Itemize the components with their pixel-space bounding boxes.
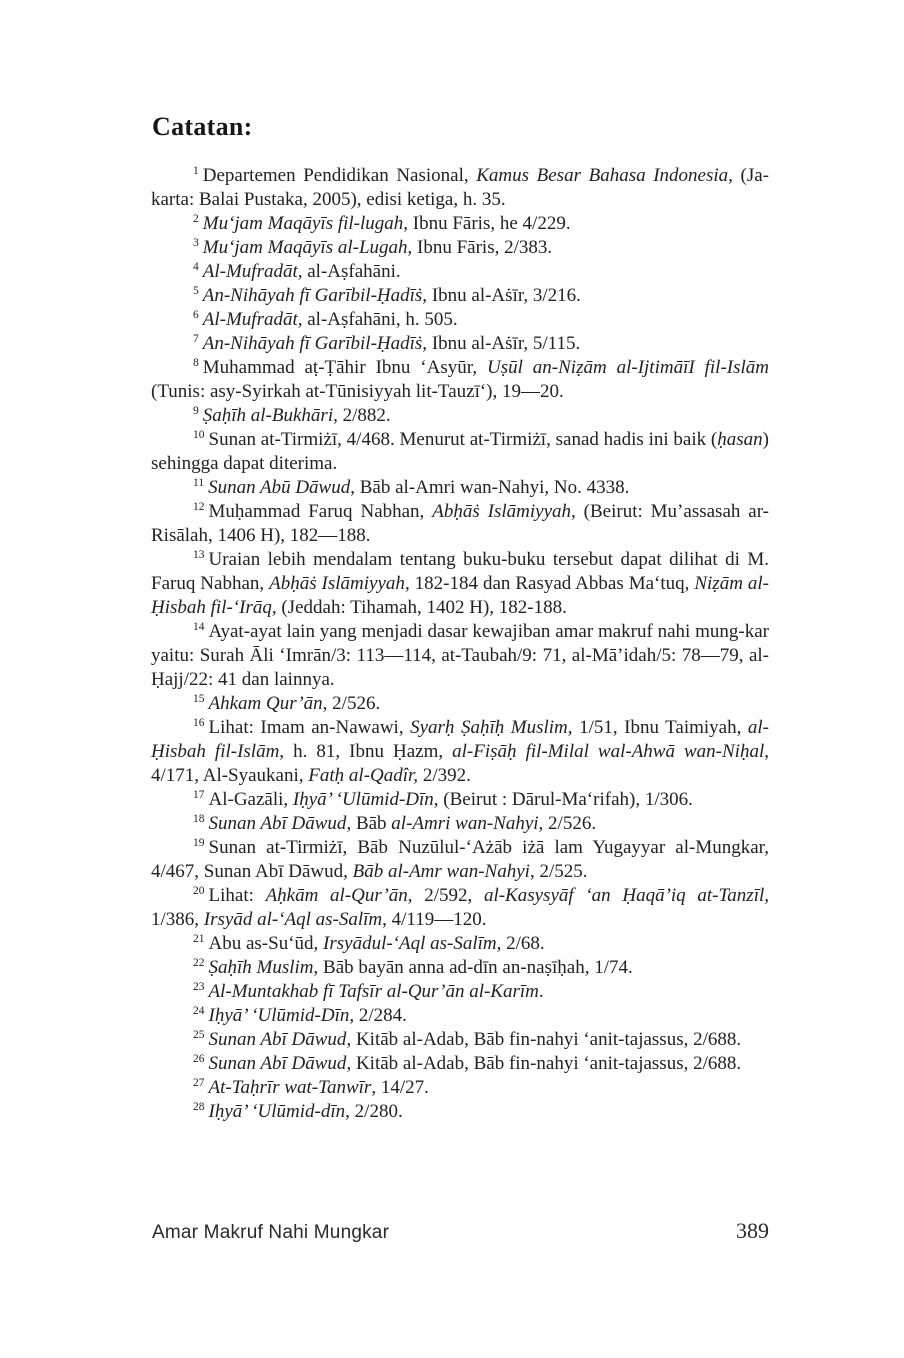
footnote-12	[151, 500, 769, 548]
footnote-number: 3	[193, 237, 199, 249]
footnote-text: , Kitāb al-Adab, Bāb fin-nahyi ‘anit-tajassus, 2/688.	[346, 1053, 742, 1074]
footnote-text: Uraian lebih mendalam tentang buku-buku tersebut dapat dilihat di M. Faruq Nabhan,	[151, 549, 769, 594]
footnote-text: 1/386,	[151, 909, 204, 930]
footnote-text: , 2/526.	[538, 813, 597, 834]
footnote-text: , 2/882.	[333, 405, 391, 426]
running-footer-title: Amar Makruf Nahi Mungkar	[152, 1222, 390, 1243]
footnote-text: , 4/119—120.	[382, 909, 487, 930]
footnote-number: 11	[193, 477, 205, 489]
footnote-text: .	[538, 981, 544, 1002]
footnote-text: Al-Gazāli,	[208, 789, 293, 810]
footnote-15	[151, 692, 769, 716]
footnote-text: Abu as-Su‘ūd,	[208, 933, 324, 954]
footnote-text: , 14/27.	[371, 1077, 429, 1098]
footnote-text: , (Beirut: Mu’assasah ar-Risālah, 1406 H), 182—188.	[151, 501, 769, 546]
footnote-number: 24	[193, 1005, 205, 1017]
footnote-number: 21	[193, 933, 205, 945]
footnote-title-italic: Sunan Abī Dāwud	[208, 813, 347, 834]
footnote-text: , al-Aṣfahāni.	[297, 261, 401, 282]
footnote-text: , Bāb al-Amri wan-Nahyi, No. 4338.	[350, 477, 630, 498]
footnote-number: 14	[193, 621, 205, 633]
footnote-28	[151, 1100, 769, 1124]
footnote-14	[151, 620, 769, 692]
footnote-text: , al-Aṣfahāni, h. 505.	[297, 309, 458, 330]
footnote-19	[151, 836, 769, 884]
footnote-3	[151, 236, 769, 260]
footnote-title-italic: An-Nihāyah fī Garībil-Ḥadīṡ,	[202, 285, 428, 306]
footnote-16	[151, 716, 769, 788]
footnote-title-italic: Abḥāṡ Islāmiyyah	[269, 573, 405, 594]
footnote-number: 23	[193, 981, 205, 993]
footnote-title-italic: Sunan Abī Dāwud	[208, 1029, 347, 1050]
footnote-title-italic: Mu‘jam Maqāyīs al-Lugah	[202, 237, 408, 258]
footnote-text: (Ja-karta: Balai Pustaka, 2005), edisi ketiga, h. 35.	[151, 165, 769, 210]
footnote-title-italic: al-Amri wan-Nahyi	[391, 813, 539, 834]
footnote-text: 1/51, Ibnu Taimiyah,	[579, 717, 748, 738]
footnote-13	[151, 548, 769, 620]
footnote-title-italic: Iḥyā’ ‘Ulūmid-dīn	[208, 1101, 346, 1122]
footnote-number: 19	[193, 837, 205, 849]
footnote-title-italic: al-Fiṣāḥ fil-Milal wal-Ahwā wan-Niḥal	[452, 741, 765, 762]
page-number: 389	[736, 1218, 769, 1243]
footnote-title-italic: Sunan Abū Dāwud	[208, 477, 351, 498]
footnote-text: , Bāb	[346, 813, 392, 834]
footnote-number: 6	[193, 309, 199, 321]
footnote-1	[151, 164, 769, 212]
footnote-11	[151, 476, 769, 500]
footnote-number: 16	[193, 717, 205, 729]
footnote-21	[151, 932, 769, 956]
footnote-text: (Jeddah: Tihamah, 1402 H), 182-188.	[281, 597, 567, 618]
footnote-title-italic: al-Kasysyāf ‘an Ḥaqā’iq at-Tanzīl,	[483, 885, 769, 906]
footnote-title-italic: An-Nihāyah fī Garībil-Ḥadīṡ,	[202, 333, 428, 354]
footnote-text: , Bāb bayān anna ad-dīn an-naṣīḥah, 1/74.	[313, 957, 633, 978]
footnote-title-italic: Uṣūl an-Niẓām al-IjtimāīI fil-Islām	[486, 357, 769, 378]
footnote-title-italic: Sunan Abī Dāwud	[208, 1053, 347, 1074]
footnote-number: 18	[193, 813, 205, 825]
footnote-8	[151, 356, 769, 404]
footnote-text: Sunan at-Tirmiżī, Bāb Nuzūlul-‘Ażāb iżā lam Yugayyar al-Mungkar, 4/467, Sunan Abī Dāwud,	[151, 837, 769, 882]
footnote-title-italic: Syarḥ Ṣaḥīḥ Muslim,	[410, 717, 580, 738]
footnote-title-italic: At-Taḥrīr wat-Tanwīr	[208, 1077, 372, 1098]
footnote-text: 2/68.	[506, 933, 545, 954]
footnote-text: Departemen Pendidikan Nasional,	[202, 165, 477, 186]
footnote-text: , 2/525.	[529, 861, 588, 882]
footnote-text: , (Beirut : Dārul-Ma‘rifah), 1/306.	[433, 789, 693, 810]
footnote-title-italic: Al-Mufradāt	[202, 261, 298, 282]
footnote-title-italic: Aḥkām al-Qur’ān	[265, 885, 408, 906]
footnote-number: 20	[193, 885, 205, 897]
footnote-title-italic: Bāb al-Amr wan-Nahyi	[352, 861, 530, 882]
footnote-title-italic: Al-Mufradāt	[202, 309, 298, 330]
footnote-7	[151, 332, 769, 356]
footnote-text: , 2/592,	[407, 885, 484, 906]
footnote-text: , 4/171, Al-Syaukani,	[151, 741, 769, 786]
footnote-number: 26	[193, 1053, 205, 1065]
footnote-title-italic: Mu‘jam Maqāyīs fil-lugah	[202, 213, 404, 234]
footnote-9	[151, 404, 769, 428]
footnote-5	[151, 284, 769, 308]
footnote-18	[151, 812, 769, 836]
footnote-27	[151, 1076, 769, 1100]
footnote-number: 22	[193, 957, 205, 969]
footnote-23	[151, 980, 769, 1004]
footnote-text: Ayat-ayat lain yang menjadi dasar kewajiban amar makruf nahi mung-kar yaitu: Surah Āli ‘Imrān/3: 113—114, at-Taubah/9: 71, al-Mā’idah/5: 78—79, al-Ḥajj/22: 41 dan lainnya.	[151, 621, 769, 690]
footnote-number: 27	[193, 1077, 205, 1089]
footnote-text: , Ibnu Fāris, 2/383.	[407, 237, 553, 258]
endnotes-list	[151, 164, 769, 1124]
footnote-title-italic: Irsyād al-‘Aql as-Salīm	[203, 909, 383, 930]
footnote-title-italic: Ṣaḥīh Muslim	[208, 957, 314, 978]
footnote-text: , 2/284.	[349, 1005, 407, 1026]
footnote-17	[151, 788, 769, 812]
footnote-number: 2	[193, 213, 199, 225]
footnote-text: Ibnu al-Aṡīr, 3/216.	[427, 285, 581, 306]
footnote-24	[151, 1004, 769, 1028]
footnote-26	[151, 1052, 769, 1076]
footnote-title-italic: Niẓām al-Ḥisbah fil-‘Irāq,	[151, 573, 769, 618]
footnote-title-italic: Al-Muntakhab fī Tafsīr al-Qur’ān al-Karīm	[208, 981, 539, 1002]
footnote-title-italic: al-Ḥisbah fil-Islām,	[151, 717, 770, 762]
footnote-number: 9	[193, 405, 199, 417]
footnote-text: Sunan at-Tirmiżī, 4/468. Menurut at-Tirmiżī, sanad hadis ini baik (	[208, 429, 718, 450]
footnote-2	[151, 212, 769, 236]
footnote-text: (Tunis: asy-Syirkah at-Tūnisiyyah lit-Tauzī‘), 19—20.	[151, 381, 564, 402]
footnote-number: 25	[193, 1029, 205, 1041]
footnote-text: Muhammad aṭ-Ṭāhir Ibnu ‘Asyūr,	[202, 357, 487, 378]
footnote-number: 7	[193, 333, 199, 345]
footnote-text: , 182-184 dan Rasyad Abbas Ma‘tuq,	[404, 573, 695, 594]
footnote-title-italic: Fatḥ al-Qadîr,	[308, 765, 423, 786]
footnote-text: , Ibnu Fāris, he 4/229.	[403, 213, 571, 234]
footnote-title-italic: Ahkam Qur’ān	[208, 693, 323, 714]
footnote-number: 12	[193, 501, 205, 513]
footnote-number: 8	[193, 357, 199, 369]
footnote-6	[151, 308, 769, 332]
footnote-text: 2/392.	[422, 765, 471, 786]
footnote-title-italic: Ṣaḥīh al-Bukhāri	[202, 405, 334, 426]
footnote-text: , 2/280.	[345, 1101, 403, 1122]
footnote-25	[151, 1028, 769, 1052]
footnote-number: 10	[193, 429, 205, 441]
footnote-text: ) sehingga dapat diterima.	[151, 429, 769, 474]
footnote-title-italic: Kamus Besar Bahasa Indonesia,	[476, 165, 741, 186]
footnote-title-italic: Iḥyā’ ‘Ulūmid-Dīn	[292, 789, 434, 810]
footnote-text: , 2/526.	[322, 693, 381, 714]
footnote-4	[151, 260, 769, 284]
footnote-title-italic: Iḥyā’ ‘Ulūmid-Dīn	[208, 1005, 350, 1026]
footnote-number: 15	[193, 693, 205, 705]
footnote-number: 4	[193, 261, 199, 273]
notes-section-heading: Catatan:	[152, 112, 253, 141]
footnote-10	[151, 428, 769, 476]
footnote-text: Muḥammad Faruq Nabhan,	[208, 501, 433, 522]
footnote-text: , Kitāb al-Adab, Bāb fin-nahyi ‘anit-tajassus, 2/688.	[346, 1029, 742, 1050]
footnote-number: 17	[193, 789, 205, 801]
footnote-text: h. 81, Ibnu Ḥazm,	[293, 741, 453, 762]
footnote-number: 28	[193, 1101, 205, 1113]
footnote-number: 1	[193, 165, 199, 177]
footnote-text: Lihat:	[208, 885, 266, 906]
footnote-number: 5	[193, 285, 199, 297]
footnote-20	[151, 884, 769, 932]
footnote-title-italic: Abḥāṡ Islāmiyyah	[432, 501, 571, 522]
footnote-text: Ibnu al-Aṡīr, 5/115.	[427, 333, 581, 354]
footnote-number: 13	[193, 549, 205, 561]
footnote-text: Lihat: Imam an-Nawawi,	[208, 717, 411, 738]
footnote-title-italic: ḥasan	[717, 429, 763, 450]
footnote-22	[151, 956, 769, 980]
footnote-title-italic: Irsyādul-‘Aql as-Salīm,	[323, 933, 507, 954]
